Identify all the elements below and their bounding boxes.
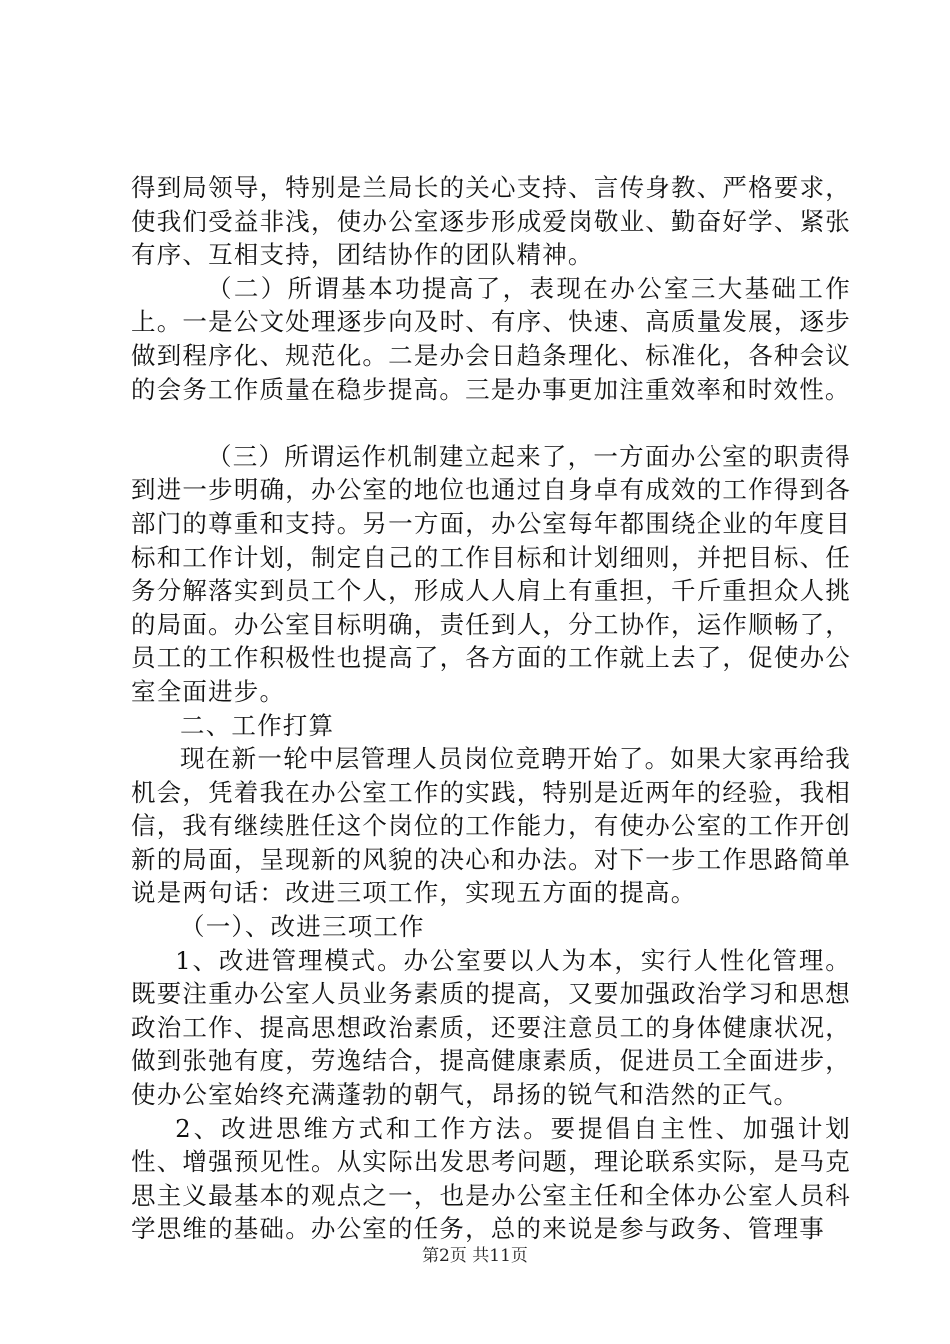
paragraph-continuation: 得到局领导，特别是兰局长的关心支持、言传身教、严格要求，使我们受益非浅，使办公室逐步形成爱岗敬业、勤奋好学、紧张有序、互相支持，团结协作的团队精神。 [131, 173, 851, 270]
document-body [131, 171, 851, 1246]
paragraph-thinking-method: 2、改进思维方式和工作方法。要提倡自主性、加强计划性、增强预见性。从实际出发思考问题，理论联系实际，是马克思主义最基本的观点之一，也是办公室主任和全体办公室人员科学思维的基础。办公室的任务，总的来说是参与政务、管理事 [131, 1113, 851, 1244]
section-heading-work-plan: 二、工作打算 [180, 710, 335, 740]
paragraph-operating-mechanism: （三）所谓运作机制建立起来了，一方面办公室的职责得到进一步明确，办公室的地位也通过自身卓有成效的工作得到各部门的尊重和支持。另一方面，办公室每年都围绕企业的年度目标和工作计划，制定自己的工作目标和计划细则，并把目标、任务分解落实到员工个人，形成人人肩上有重担，千斤重担众人挑的局面。办公室目标明确，责任到人，分工协作，运作顺畅了，员工的工作积极性也提高了，各方面的工作就上去了，促使办公室全面进步。 [131, 441, 851, 706]
subheading-improve-three: （一）、改进三项工作 [180, 912, 425, 942]
paragraph-management-mode: 1、改进管理模式。办公室要以人为本，实行人性化管理。既要注重办公室人员业务素质的提高，又要加强政治学习和思想政治工作、提高思想政治素质，还要注意员工的身体健康状况，做到张弛有度，劳逸结合，提高健康素质，促进员工全面进步，使办公室始终充满蓬勃的朝气，昂扬的锐气和浩然的正气。 [131, 945, 851, 1110]
paragraph-basic-skills: （二）所谓基本功提高了，表现在办公室三大基础工作上。一是公文处理逐步向及时、有序、快速、高质量发展，逐步做到程序化、规范化。二是办会日趋条理化、标准化，各种会议的会务工作质量在稳步提高。三是办事更加注重效率和时效性。 [131, 273, 851, 404]
paragraph-new-round: 现在新一轮中层管理人员岗位竞聘开始了。如果大家再给我机会，凭着我在办公室工作的实践，特别是近两年的经验，我相信，我有继续胜任这个岗位的工作能力，有使办公室的工作开创新的局面，呈现新的风貌的决心和办法。对下一步工作思路简单说是两句话：改进三项工作，实现五方面的提高。 [131, 744, 851, 908]
page-number-footer: 第2页 共11页 [422, 1246, 528, 1266]
